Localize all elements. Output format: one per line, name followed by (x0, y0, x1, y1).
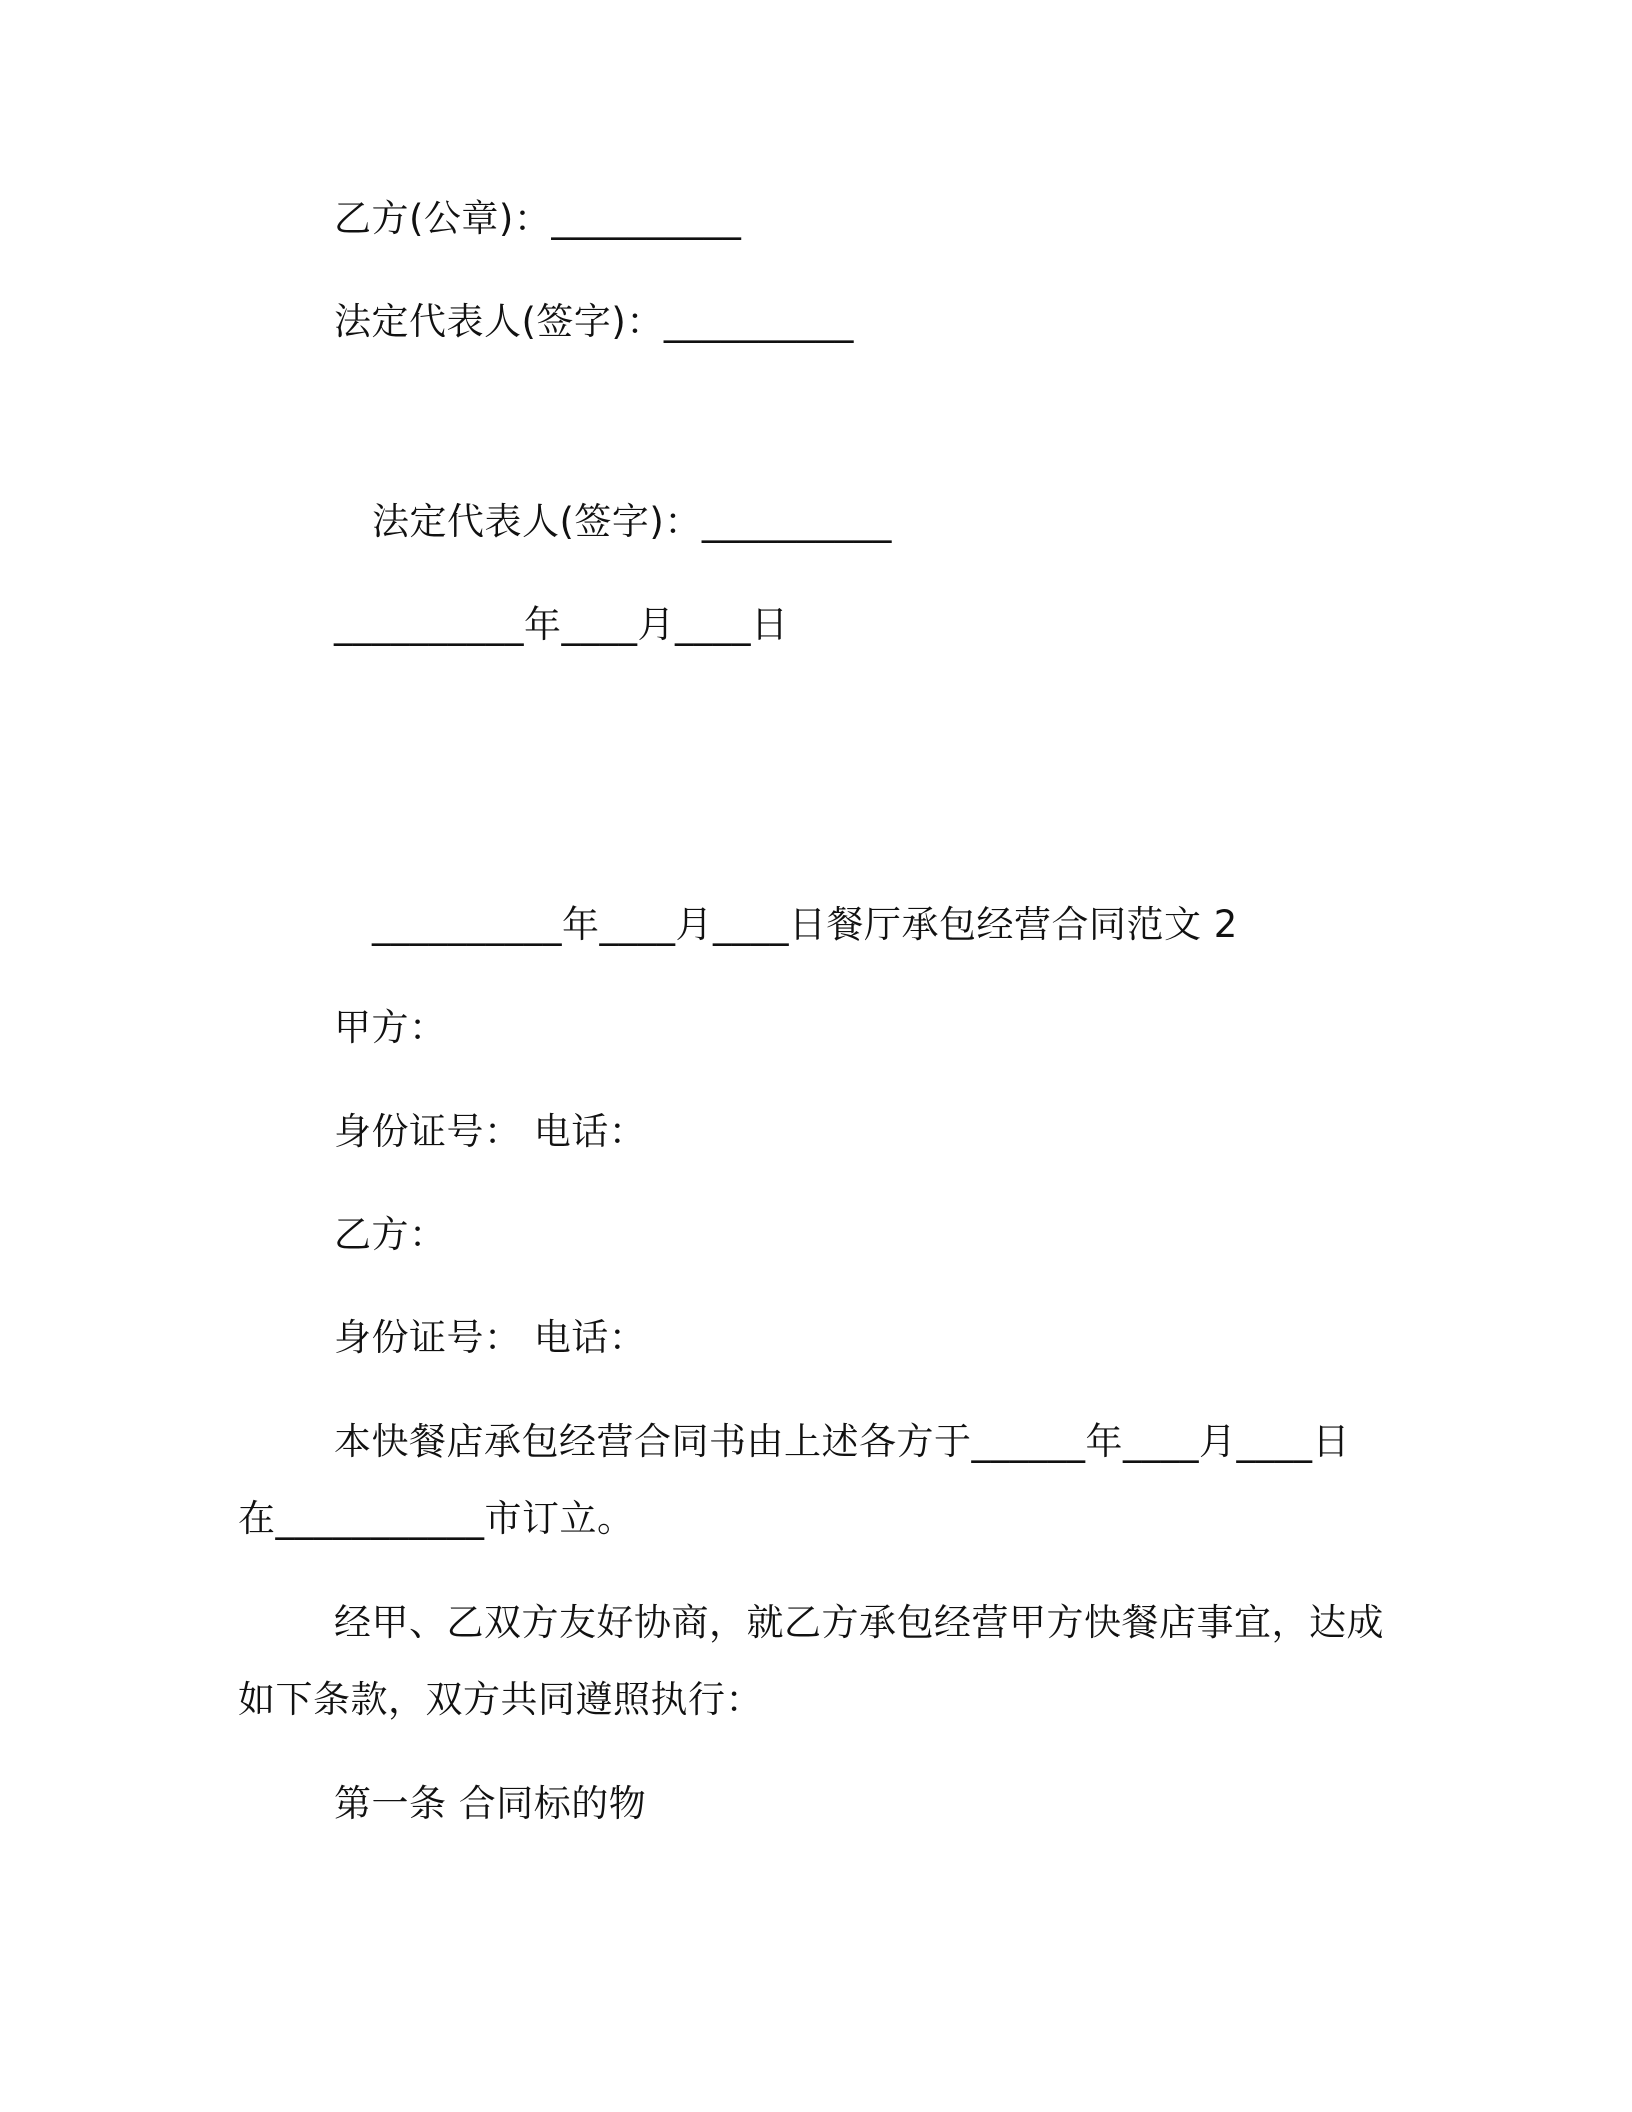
paragraph-1-line-1: 本快餐店承包经营合同书由上述各方于______年____月____日 (334, 1420, 1350, 1463)
legal-representative-signature-line-2: 法定代表人(签字)：__________ (372, 500, 892, 543)
article-1-heading: 第一条 合同标的物 (334, 1782, 647, 1825)
legal-representative-signature-line: 法定代表人(签字)：__________ (334, 300, 854, 343)
paragraph-1-line-2: 在___________市订立。 (238, 1497, 635, 1540)
party-a-id-phone: 身份证号： 电话： (334, 1110, 647, 1153)
paragraph-2-line-2: 如下条款，双方共同遵照执行： (238, 1678, 763, 1721)
party-b-seal-line: 乙方(公章)：__________ (334, 197, 742, 240)
date-line: __________年____月____日 (334, 603, 789, 646)
party-a-label: 甲方： (334, 1006, 447, 1049)
party-b-label: 乙方： (334, 1213, 447, 1256)
contract-heading: __________年____月____日餐厅承包经营合同范文 2 (372, 903, 1238, 946)
paragraph-2-line-1: 经甲、乙双方友好协商，就乙方承包经营甲方快餐店事宜，达成 (334, 1601, 1384, 1644)
party-b-id-phone: 身份证号： 电话： (334, 1316, 647, 1359)
